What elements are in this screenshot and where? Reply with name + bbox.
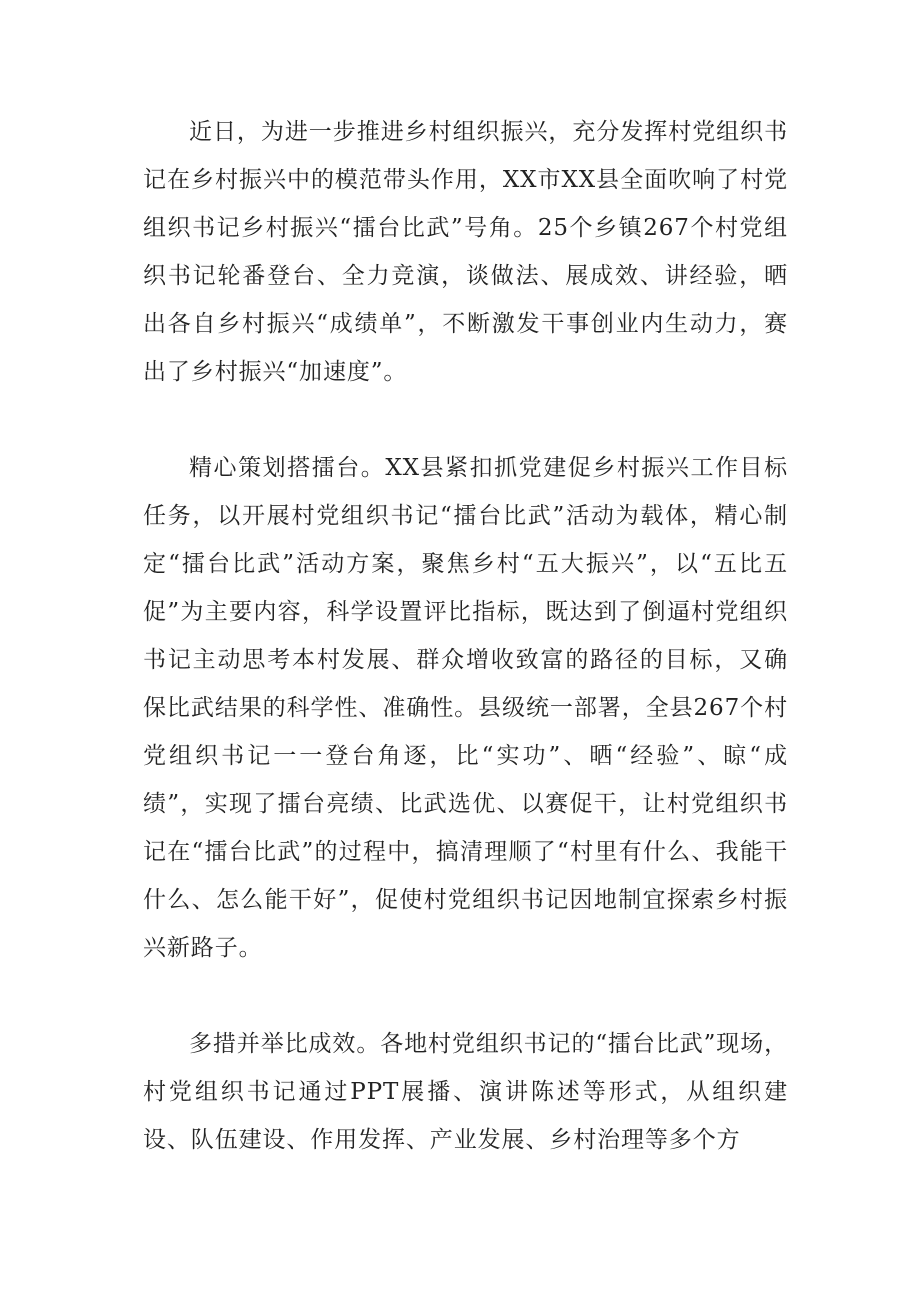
paragraph-arena-planning: 精心策划搭擂台。XX县紧扣抓党建促乡村振兴工作目标任务，以开展村党组织书记“擂台比武”活动为载体，精心制定“擂台比武”活动方案，聚焦乡村“五大振兴”，以“五比五促”为主要内容，科学设置评比指标，既达到了倒逼村党组织书记主动思考本村发展、群众增收致富的路径的目标，又确保比武结果的科学性、准确性。县级统一部署，全县267个村党组织书记一一登台角逐，比“实功”、晒“经验”、晾“成绩”，实现了擂台亮绩、比武选优、以赛促干，让村党组织书记在“擂台比武”的过程中，搞清理顺了“村里有什么、我能干什么、怎么能干好”，促使村党组织书记因地制宜探索乡村振兴新路子。: [143, 455, 788, 961]
paragraph-results: 多措并举比成效。各地村党组织书记的“擂台比武”现场，村党组织书记通过PPT展播、演讲陈述等形式，从组织建设、队伍建设、作用发挥、产业发展、乡村治理等多个方: [143, 1031, 788, 1153]
paragraph-intro: 近日，为进一步推进乡村组织振兴，充分发挥村党组织书记在乡村振兴中的模范带头作用，XX市XX县全面吹响了村党组织书记乡村振兴“擂台比武”号角。25个乡镇267个村党组织书记轮番登台、全力竞演，谈做法、展成效、讲经验，晒出各自乡村振兴“成绩单”，不断激发干事创业内生动力，赛出了乡村振兴“加速度”。: [143, 119, 788, 385]
document-body: [143, 108, 788, 1164]
